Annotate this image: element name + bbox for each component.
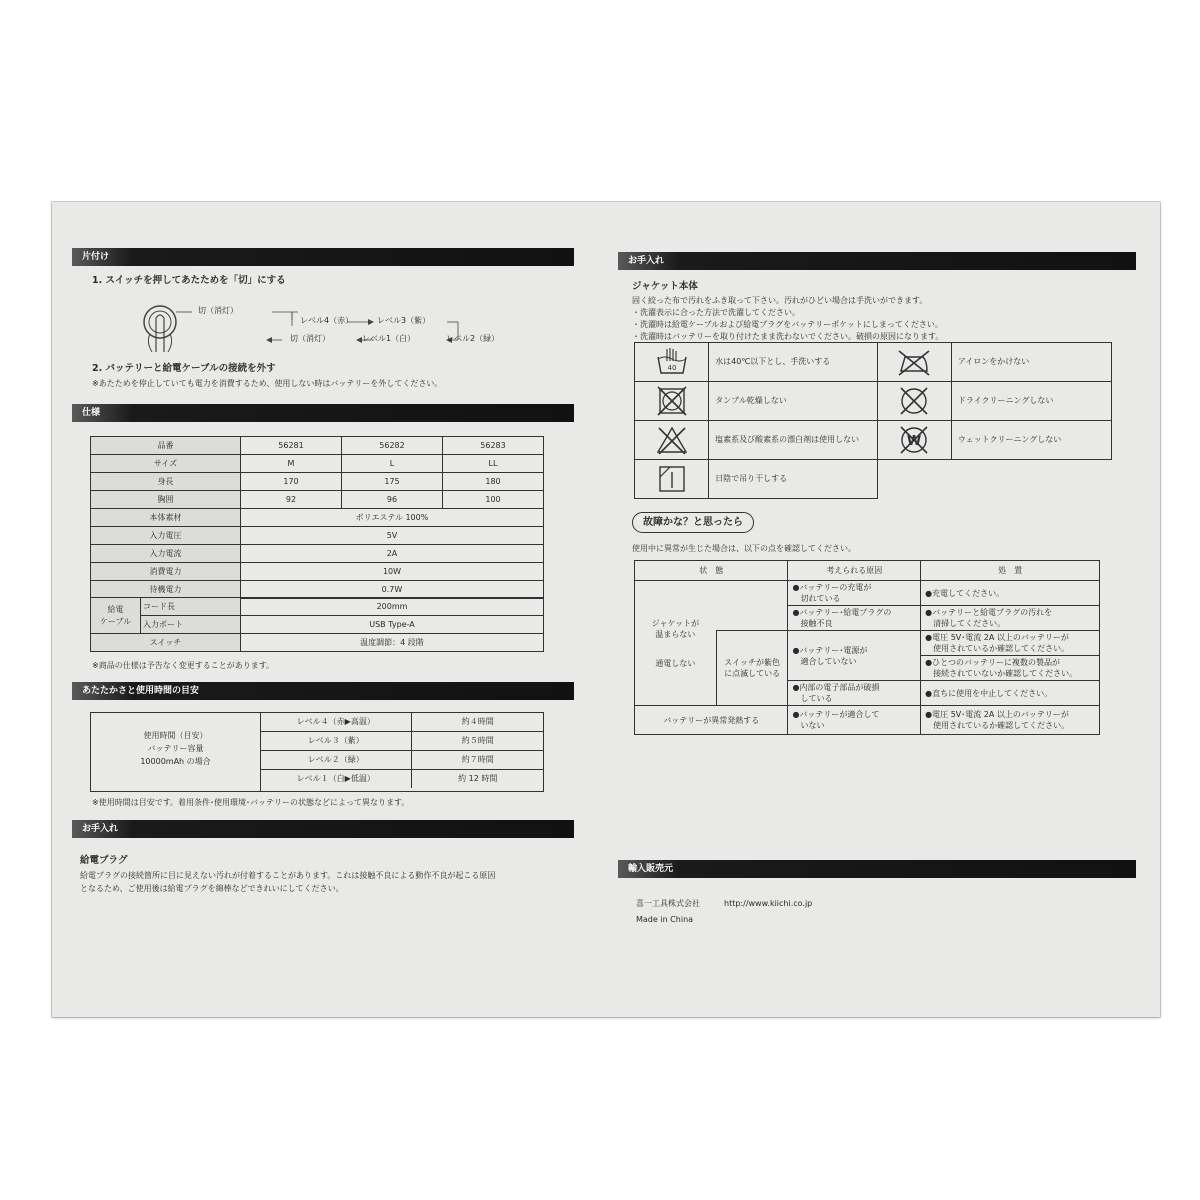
spec-value: ポリエステル 100% — [241, 509, 544, 527]
trouble-sub-state: スイッチが紫色 に点滅している — [716, 631, 788, 706]
section-header-katazuke: 片付け — [72, 248, 574, 266]
trouble-state-1: ジャケットが 温まらない — [651, 618, 700, 639]
section-header-care-left: お手入れ — [72, 820, 574, 838]
trouble-header: 処 置 — [921, 561, 1100, 581]
usage-level: レベル３（紫） — [261, 732, 411, 751]
svg-text:40: 40 — [667, 364, 677, 372]
katazuke-step-1: 1. スイッチを押してあたためを「切」にする — [92, 275, 286, 286]
trouble-state-1b: 通電しない — [655, 658, 696, 668]
usage-row — [261, 770, 544, 789]
flow-off-bottom: 切（消灯） — [290, 334, 330, 343]
spec-label: 消費電力 — [91, 563, 241, 581]
trouble-action: ●直ちに使用を中止してください。 — [921, 681, 1100, 706]
flow-level-2: レベル2（緑） — [446, 334, 500, 343]
care-text: ドライクリーニングしない — [951, 382, 1111, 421]
care-text: 日陰で吊り干しする — [709, 460, 878, 499]
trouble-action: ●電圧 5V･電流 2A 以上のバッテリーが 使用されているか確認してください。 — [921, 631, 1100, 656]
care-text: 塩素系及び酸素系の漂白剤は使用しない — [709, 421, 878, 460]
care-text: タンブル乾燥しない — [709, 382, 878, 421]
usage-label-cell — [91, 713, 261, 791]
spec-row-cord — [91, 598, 544, 616]
care-symbol-table — [634, 342, 1112, 499]
hand-wash-40-icon — [635, 343, 709, 382]
section-header-spec: 仕様 — [72, 404, 574, 422]
spec-value: 170 — [241, 473, 342, 491]
trouble-state-2: バッテリーが異常発熱する — [635, 706, 788, 735]
spec-value: 56281 — [241, 437, 342, 455]
spec-value: 180 — [443, 473, 544, 491]
trouble-title: 故障かな？と思ったら — [632, 512, 754, 533]
spec-value: 温度調節：4 段階 — [241, 634, 544, 652]
spec-value: 92 — [241, 491, 342, 509]
spec-label: 入力電圧 — [91, 527, 241, 545]
care-text: ウェットクリーニングしない — [951, 421, 1111, 460]
spec-label: スイッチ — [91, 634, 241, 652]
usage-note: ※使用時間は目安です。着用条件･使用環境･バッテリーの状態などによって異なります。 — [92, 798, 410, 807]
drip-dry-shade-icon — [635, 460, 709, 499]
flow-level-4: レベル4（赤） — [300, 316, 354, 325]
spec-row-part — [91, 437, 544, 455]
spec-cable-group: 給電 ケーブル — [91, 598, 141, 634]
spec-value: USB Type-A — [241, 616, 544, 634]
flow-off-top: 切（消灯） — [198, 306, 238, 315]
trouble-action: ●充電してください。 — [921, 581, 1100, 606]
distributor-url: http://www.kiichi.co.jp — [724, 899, 813, 908]
spec-value: M — [241, 455, 342, 473]
spec-value: LL — [443, 455, 544, 473]
spec-row-power — [91, 563, 544, 581]
usage-level: レベル４（赤▶高温） — [261, 713, 411, 732]
care-text: 水は40℃以下とし、手洗いする — [709, 343, 878, 382]
spec-value: 200mm — [241, 598, 544, 616]
section-header-care-right: お手入れ — [618, 252, 1136, 270]
usage-time: 約７時間 — [411, 751, 544, 770]
svg-text:W: W — [907, 434, 922, 449]
trouble-row — [635, 706, 1100, 735]
spec-table — [90, 436, 544, 599]
spec-label: 入力電流 — [91, 545, 241, 563]
care-row — [635, 421, 1112, 460]
trouble-cause: ●内部の電子部品が破損 している — [788, 681, 921, 706]
trouble-action: ●ひとつのバッテリーに複数の製品が 接続されていないか確認してください。 — [921, 656, 1100, 681]
care-row — [635, 460, 1112, 499]
no-bleach-icon — [635, 421, 709, 460]
spec-label: 身長 — [91, 473, 241, 491]
trouble-action: ●電圧 5V･電流 2A 以上のバッテリーが 使用されているか確認してください。 — [921, 706, 1100, 735]
spec-value: 2A — [241, 545, 544, 563]
spec-value: 0.7W — [241, 581, 544, 599]
spec-value: 100 — [443, 491, 544, 509]
jacket-care-line-4: ・洗濯時はバッテリーを取り付けたまま洗わないでください。破損の原因になります。 — [632, 332, 944, 341]
spec-row-size — [91, 455, 544, 473]
spec-row-switch — [91, 634, 544, 652]
spec-table-cable — [90, 597, 544, 652]
trouble-state-cell — [635, 581, 717, 706]
spec-value: L — [342, 455, 443, 473]
trouble-cause: ●バッテリーが適合して いない — [788, 706, 921, 735]
spec-row-standby — [91, 581, 544, 599]
jacket-care-line-3: ・洗濯時は給電ケーブルおよび給電プラグをバッテリーポケットにしまってください。 — [632, 320, 943, 329]
usage-time: 約 12 時間 — [411, 770, 544, 789]
distributor-company: 喜一工具株式会社 — [636, 899, 700, 908]
care-row — [635, 382, 1112, 421]
section-header-distributor: 輸入販売元 — [618, 860, 1136, 878]
trouble-cause: ●バッテリー･給電プラグの 接触不良 — [788, 606, 921, 631]
no-dry-clean-icon — [877, 382, 951, 421]
spec-row-port — [91, 616, 544, 634]
trouble-cause: ●バッテリーの充電が 切れている — [788, 581, 921, 606]
spec-label: 胸囲 — [91, 491, 241, 509]
plug-care-title: 給電プラグ — [80, 855, 128, 866]
spec-row-current — [91, 545, 544, 563]
trouble-header-row — [635, 561, 1100, 581]
katazuke-step-2: 2. バッテリーと給電ケーブルの接続を外す — [92, 363, 276, 374]
flow-level-1: レベル1（白） — [362, 334, 416, 343]
spec-value: 175 — [342, 473, 443, 491]
usage-row — [261, 732, 544, 751]
spec-value: 56283 — [443, 437, 544, 455]
trouble-intro: 使用中に異常が生じた場合は、以下の点を確認してください。 — [632, 544, 856, 553]
spec-row-height — [91, 473, 544, 491]
spec-value: 5V — [241, 527, 544, 545]
spec-label: 品番 — [91, 437, 241, 455]
trouble-header: 考えられる原因 — [788, 561, 921, 581]
usage-time: 約４時間 — [411, 713, 544, 732]
care-text: アイロンをかけない — [951, 343, 1111, 382]
usage-label-3: 10000mAh の場合 — [140, 757, 211, 766]
spec-note: ※商品の仕様は予告なく変更することがあります。 — [92, 661, 275, 670]
section-header-usage: あたたかさと使用時間の目安 — [72, 682, 574, 700]
usage-label-1: 使用時間（目安） — [143, 731, 208, 740]
spec-label: 入力ポート — [141, 616, 241, 634]
spec-row-voltage — [91, 527, 544, 545]
spec-label: コード長 — [141, 598, 241, 616]
no-iron-icon — [877, 343, 951, 382]
katazuke-note: ※あたためを停止していても電力を消費するため、使用しない時はバッテリーを外してください。 — [92, 379, 443, 388]
usage-time: 約５時間 — [411, 732, 544, 751]
spec-label: 本体素材 — [91, 509, 241, 527]
usage-level: レベル２（緑） — [261, 751, 411, 770]
no-wet-clean-icon — [877, 421, 951, 460]
spec-label: 待機電力 — [91, 581, 241, 599]
empty-cell — [951, 460, 1111, 499]
trouble-table — [634, 560, 1100, 735]
flow-level-3: レベル3（紫） — [377, 316, 431, 325]
spec-value: 96 — [342, 491, 443, 509]
empty-cell — [877, 460, 951, 499]
spec-value: 10W — [241, 563, 544, 581]
made-in: Made in China — [636, 915, 694, 924]
jacket-care-line-1: 固く絞った布で汚れをふき取って下さい。汚れがひどい場合は手洗いができます。 — [632, 296, 928, 305]
jacket-care-line-2: ・洗濯表示に合った方法で洗濯してください。 — [632, 308, 800, 317]
trouble-cause: ●バッテリー･電源が 適合していない — [788, 631, 921, 681]
usage-label-2: バッテリー容量 — [147, 744, 204, 753]
trouble-sub-empty — [716, 581, 788, 631]
spec-row-chest — [91, 491, 544, 509]
usage-level-table — [261, 712, 544, 788]
trouble-action: ●バッテリーと給電プラグの汚れを 清掃してください。 — [921, 606, 1100, 631]
instruction-sheet — [52, 202, 1160, 1017]
plug-care-line-2: となるため、ご使用後は給電プラグを綿棒などできれいにしてください。 — [80, 884, 344, 893]
no-tumble-dry-icon — [635, 382, 709, 421]
usage-row — [261, 713, 544, 732]
trouble-header: 状 態 — [635, 561, 788, 581]
spec-label: サイズ — [91, 455, 241, 473]
trouble-row — [635, 581, 1100, 606]
care-row — [635, 343, 1112, 382]
usage-row — [261, 751, 544, 770]
jacket-care-title: ジャケット本体 — [632, 281, 698, 292]
usage-table — [90, 712, 544, 792]
spec-value: 56282 — [342, 437, 443, 455]
spec-row-material — [91, 509, 544, 527]
finger-press-icon — [144, 306, 176, 352]
usage-level: レベル１（白▶低温） — [261, 770, 411, 789]
plug-care-line-1: 給電プラグの接続箇所に目に見えない汚れが付着することがあります。これは接触不良による動作不良が起こる原因 — [80, 871, 496, 880]
